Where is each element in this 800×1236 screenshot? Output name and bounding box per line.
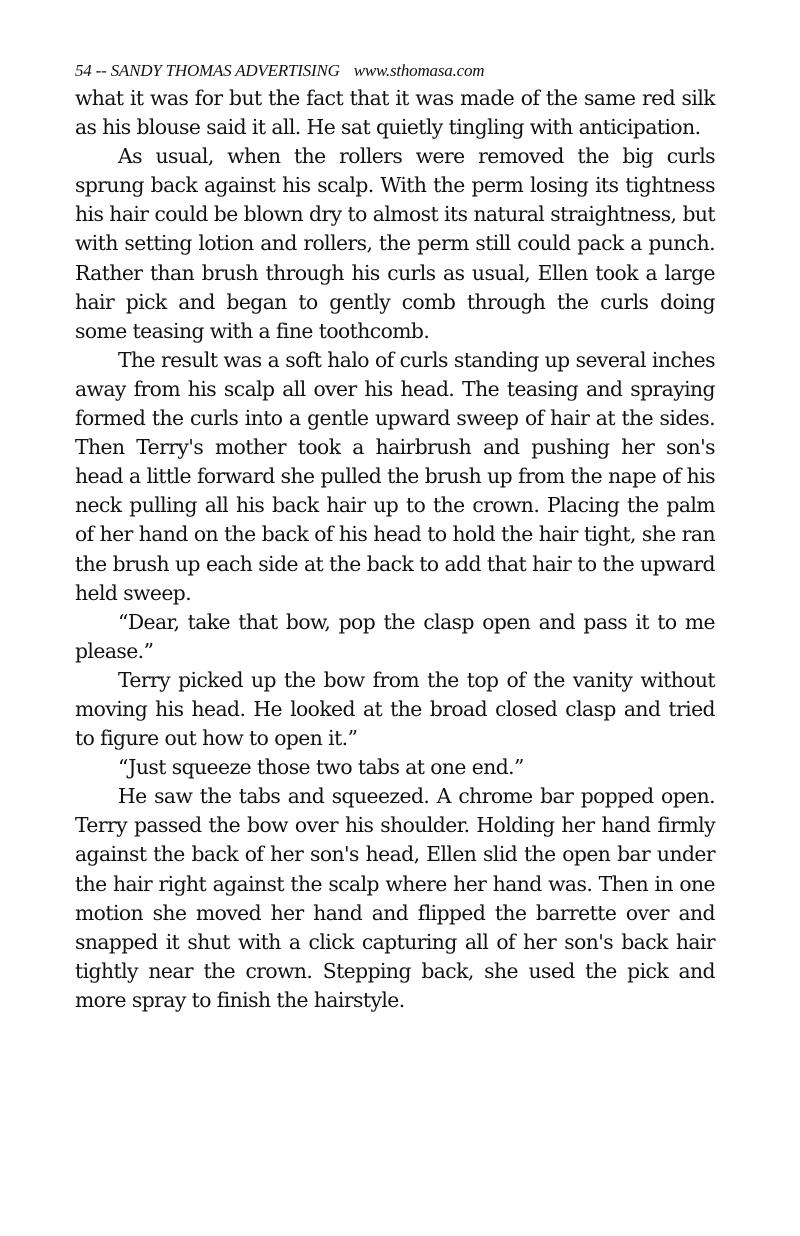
- paragraph: what it was for but the fact that it was made of the same red silk as his blouse said it all. He sat quietly tingling with anticipation.: [75, 86, 715, 140]
- paragraph: Terry picked up the bow from the top of the vanity without moving his head. He looked at the broad closed clasp and tried to figure out how to open it.”: [75, 667, 715, 751]
- body-text: [75, 84, 715, 1015]
- running-header: [75, 58, 715, 84]
- header-website: www.sthomasa.com: [353, 61, 485, 80]
- paragraph: He saw the tabs and squeezed. A chrome bar popped open. Terry passed the bow over his shoulder. Holding her hand firmly against the back of her son's head, Ellen slid the open bar under the hair right against the scalp where her hand was. Then in one motion she moved her hand and flipped the barrette over and snapped it shut with a click capturing all of her son's back hair tightly near the crown. Stepping back, she used the pick and more spray to finish the hairstyle.: [75, 784, 715, 1012]
- book-page: [75, 58, 715, 1015]
- header-page-title: 54 -- SANDY THOMAS ADVERTISING: [75, 61, 340, 80]
- paragraph: As usual, when the rollers were removed the big curls sprung back against his scalp. With the perm losing its tightness his hair could be blown dry to almost its natural straightness, but with setting lotion and rollers, the perm still could pack a punch. Rather than brush through his curls as usual, Ellen took a large hair pick and began to gently comb through the curls doing some teasing with a fine toothcomb.: [75, 144, 715, 343]
- paragraph: The result was a soft halo of curls standing up several inches away from his scalp all over his head. The teasing and spraying formed the curls into a gentle upward sweep of hair at the sides. Then Terry's mother took a hairbrush and pushing her son's head a little forward she pulled the brush up from the nape of his neck pulling all his back hair up to the crown. Placing the palm of her hand on the back of his head to hold the hair tight, she ran the brush up each side at the back to add that hair to the upward held sweep.: [75, 347, 715, 605]
- paragraph: “Just squeeze those two tabs at one end.”: [118, 755, 524, 780]
- paragraph: “Dear, take that bow, pop the clasp open and pass it to me please.”: [75, 609, 715, 663]
